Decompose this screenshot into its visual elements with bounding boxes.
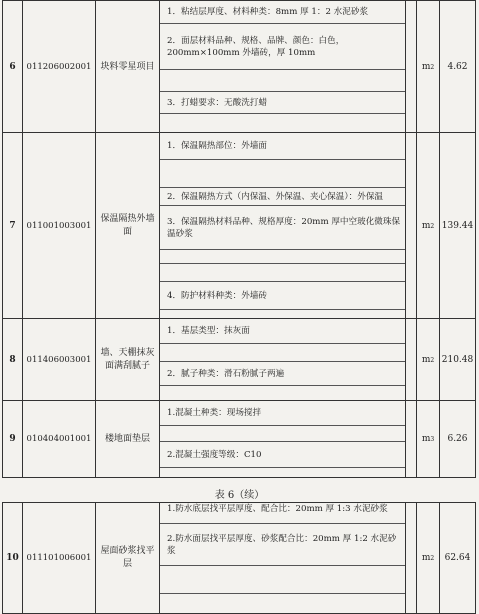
- item-name: 楼地面垫层: [95, 401, 159, 477]
- description-line: [160, 343, 405, 362]
- table-row: [2, 132, 476, 319]
- description-line: [160, 503, 405, 523]
- description-line: [160, 361, 405, 386]
- description-text: 1．基层类型：抹灰面: [167, 326, 250, 336]
- unit-base: m: [421, 552, 431, 563]
- item-description: [159, 319, 405, 401]
- unit-base: m: [421, 354, 431, 365]
- item-number: 6: [2, 1, 22, 133]
- blank-column: [405, 319, 416, 401]
- description-line: [160, 425, 405, 442]
- item-name: 保温隔热外墙面: [95, 133, 159, 319]
- item-number: 7: [2, 133, 22, 319]
- table-row: [2, 0, 476, 133]
- item-description: [159, 401, 405, 477]
- item-description: [159, 503, 405, 613]
- item-quantity: 210.48: [439, 319, 476, 401]
- description-line: [160, 467, 405, 478]
- unit-exponent: 2: [430, 554, 435, 562]
- unit-base: m: [421, 220, 431, 231]
- item-number: 9: [2, 401, 22, 477]
- unit-exponent: 2: [430, 356, 435, 364]
- table-caption: 表 6（续）: [214, 490, 265, 501]
- unit-exponent: 2: [430, 222, 435, 230]
- description-line: [160, 91, 405, 114]
- description-text: 3．保温隔热材料品种、规格厚度：20mm 厚中空玻化微珠保温砂浆: [167, 217, 401, 239]
- description-line: [160, 205, 405, 250]
- item-quantity: 139.44: [439, 133, 476, 319]
- item-number: 10: [2, 503, 22, 613]
- blank-column: [405, 1, 416, 133]
- description-line: [160, 159, 405, 188]
- description-text: 2．面层材料品种、规格、品牌、颜色：白色，200mm×100mm 外墙砖，厚 10mm: [167, 36, 345, 58]
- item-code: 011406003001: [22, 319, 95, 401]
- description-line: [160, 113, 405, 134]
- item-name: 屋面砂浆找平层: [95, 503, 159, 613]
- item-description: [159, 1, 405, 133]
- item-unit: [416, 133, 439, 319]
- description-line: [160, 401, 405, 425]
- description-line: [160, 263, 405, 282]
- description-text: 1.混凝土种类：现场搅拌: [167, 408, 262, 418]
- description-text: 2．腻子种类：滑石粉腻子两遍: [167, 369, 285, 379]
- blank-column: [405, 133, 416, 319]
- item-unit: [416, 503, 439, 613]
- description-line: [160, 441, 405, 468]
- description-line: [160, 593, 405, 614]
- item-unit: [416, 1, 439, 133]
- item-code: 011206002001: [22, 1, 95, 133]
- description-text: 2.混凝土强度等级：C10: [167, 450, 262, 460]
- item-number: 8: [2, 319, 22, 401]
- item-unit: [416, 401, 439, 477]
- quantity-table-continued: [2, 502, 476, 612]
- description-line: [160, 187, 405, 206]
- description-text: 3．打蜡要求：无酸洗打蜡: [167, 98, 267, 108]
- description-text: 1.防水底层找平层厚度、配合比：20mm 厚 1:3 水泥砂浆: [167, 504, 388, 514]
- quantity-table: [2, 0, 476, 476]
- description-line: [160, 523, 405, 566]
- description-line: [160, 319, 405, 343]
- blank-column: [405, 401, 416, 477]
- description-line: [160, 69, 405, 92]
- description-text: 4．防护材料种类：外墙砖: [167, 291, 267, 301]
- description-line: [160, 281, 405, 310]
- item-code: 011001003001: [22, 133, 95, 319]
- item-code: 010404001001: [22, 401, 95, 477]
- description-line: [160, 565, 405, 594]
- unit-base: m: [421, 61, 431, 72]
- item-quantity: 62.64: [439, 503, 476, 613]
- description-line: [160, 249, 405, 264]
- table-row: [2, 502, 476, 614]
- unit-exponent: 3: [430, 435, 435, 443]
- description-text: 2．保温隔热方式（内保温、外保温、夹心保温）：外保温: [167, 192, 384, 202]
- item-name: 墙、天棚抹灰面满刮腻子: [95, 319, 159, 401]
- description-text: 1．保温隔热部位：外墙面: [167, 141, 267, 151]
- item-quantity: 6.26: [439, 401, 476, 477]
- item-quantity: 4.62: [439, 1, 476, 133]
- description-line: [160, 23, 405, 70]
- unit-exponent: 2: [430, 63, 435, 71]
- item-name: 块料零星项目: [95, 1, 159, 133]
- item-code: 011101006001: [22, 503, 95, 613]
- unit-base: m: [421, 433, 431, 444]
- table-row: [2, 318, 476, 401]
- table-row: [2, 400, 476, 478]
- description-line: [160, 1, 405, 23]
- description-text: 1．粘结层厚度、材料种类：8mm 厚 1：2 水泥砂浆: [167, 7, 369, 17]
- description-text: 2.防水面层找平层厚度、砂浆配合比：20mm 厚 1:2 水泥砂浆: [167, 534, 397, 556]
- item-description: [159, 133, 405, 319]
- blank-column: [405, 503, 416, 613]
- description-line: [160, 133, 405, 159]
- item-unit: [416, 319, 439, 401]
